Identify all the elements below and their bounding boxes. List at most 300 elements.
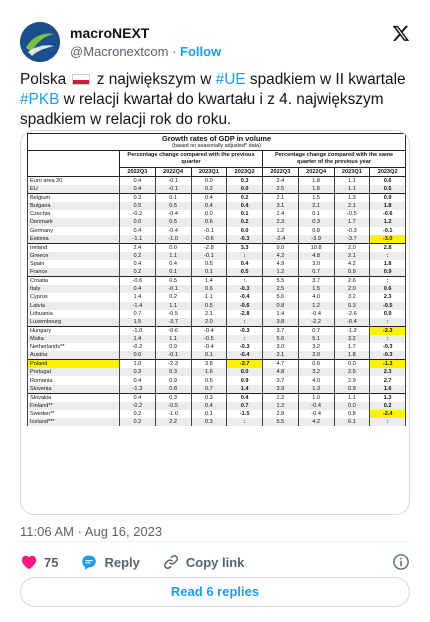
value-cell: -0.3 [227, 326, 263, 335]
value-cell: 4.7 [263, 360, 299, 369]
value-cell: 0.8 [155, 385, 191, 394]
value-cell: 0.0 [227, 368, 263, 376]
value-cell: 0.5 [120, 202, 156, 210]
value-cell: -0.6 [120, 277, 156, 286]
table-row [28, 335, 406, 343]
table-title: Growth rates of GDP in volume [28, 134, 406, 144]
value-cell: 0.7 [120, 310, 156, 318]
value-cell: 0.0 [155, 243, 191, 252]
tweet-text-part1: Polska [20, 71, 67, 88]
value-cell: 0.1 [191, 410, 227, 418]
country-cell: France [28, 268, 120, 277]
value-cell: -0.5 [370, 302, 406, 310]
country-cell: Denmark [28, 218, 120, 226]
value-cell: 2.7 [370, 376, 406, 384]
value-cell: 10.8 [298, 243, 334, 252]
value-cell: 0.0 [227, 227, 263, 235]
table-row [28, 410, 406, 418]
reply-label: Reply [104, 554, 140, 570]
poland-flag-icon [72, 74, 90, 85]
table-row [28, 310, 406, 318]
value-cell: 0.4 [155, 260, 191, 268]
value-cell: 1.1 [334, 393, 370, 402]
reply-icon [80, 553, 98, 571]
value-cell: 1.4 [227, 385, 263, 394]
value-cell: 1.4 [191, 277, 227, 286]
author-handle-line [70, 44, 221, 59]
value-cell: 0.3 [227, 177, 263, 186]
group-header-yoy: Percentage change compared with the same quarter of the previous year [263, 151, 406, 168]
value-cell: 2.5 [263, 185, 299, 194]
value-cell: -0.6 [227, 302, 263, 310]
country-cell: Iceland*** [28, 418, 120, 426]
value-cell: 0.3 [155, 393, 191, 402]
value-cell: -0.1 [155, 177, 191, 186]
value-cell: 0.4 [120, 285, 156, 293]
value-cell: -1.3 [370, 360, 406, 369]
table-row [28, 293, 406, 301]
value-cell: 1.2 [263, 268, 299, 277]
table-row [28, 351, 406, 360]
value-cell: 0.3 [155, 368, 191, 376]
value-cell: 3.7 [263, 376, 299, 384]
value-cell: 0.8 [334, 410, 370, 418]
table-row [28, 260, 406, 268]
value-cell: 0.5 [155, 218, 191, 226]
country-cell: Netherlands** [28, 343, 120, 351]
value-cell: 0.7 [227, 402, 263, 410]
value-cell: : [227, 418, 263, 426]
reply-button[interactable] [80, 553, 139, 571]
value-cell: 0.9 [370, 268, 406, 277]
table-row [28, 285, 406, 293]
value-cell: 1.3 [370, 393, 406, 402]
quarter-header: 2022Q4 [155, 168, 191, 177]
value-cell: -0.2 [120, 343, 156, 351]
table-row [28, 326, 406, 335]
value-cell: 2.1 [334, 252, 370, 260]
hashtag-pkb-link[interactable]: #PKB [20, 91, 60, 108]
link-icon [162, 553, 180, 571]
value-cell: 2.8 [370, 243, 406, 252]
value-cell: 1.5 [298, 194, 334, 203]
value-cell: 0.0 [191, 210, 227, 218]
value-cell: 3.7 [298, 277, 334, 286]
value-cell: 0.4 [227, 202, 263, 210]
value-cell: 0.0 [227, 185, 263, 194]
value-cell: 0.4 [191, 402, 227, 410]
value-cell: : [370, 335, 406, 343]
tweet-media-image[interactable] [20, 130, 410, 515]
value-cell: -0.1 [191, 227, 227, 235]
follow-button[interactable]: Follow [180, 44, 222, 59]
country-cell: Cyprus [28, 293, 120, 301]
value-cell: 0.5 [191, 302, 227, 310]
value-cell: 4.2 [263, 252, 299, 260]
value-cell: 3.2 [298, 368, 334, 376]
value-cell: 0.8 [298, 227, 334, 235]
value-cell: 0.7 [298, 268, 334, 277]
x-logo-icon[interactable] [392, 24, 410, 42]
value-cell: 2.0 [191, 318, 227, 327]
value-cell: -0.1 [370, 227, 406, 235]
value-cell: 4.9 [263, 260, 299, 268]
value-cell: 1.8 [334, 351, 370, 360]
value-cell: 0.0 [120, 218, 156, 226]
value-cell: 5.6 [263, 335, 299, 343]
value-cell: 4.8 [263, 368, 299, 376]
table-row [28, 185, 406, 194]
value-cell: 2.8 [263, 410, 299, 418]
value-cell: 1.0 [120, 360, 156, 369]
author-name[interactable]: macroNEXT [70, 25, 150, 41]
country-cell: EU [28, 185, 120, 194]
value-cell: 5.6 [263, 293, 299, 301]
author-avatar[interactable] [20, 22, 60, 62]
table-row [28, 210, 406, 218]
country-cell: Luxembourg [28, 318, 120, 327]
value-cell: -0.3 [370, 343, 406, 351]
table-row [28, 227, 406, 235]
copy-link-button[interactable] [162, 553, 245, 571]
country-cell: Estonia [28, 235, 120, 244]
value-cell: -0.3 [370, 351, 406, 360]
value-cell: 2.1 [263, 351, 299, 360]
value-cell: 0.9 [370, 310, 406, 318]
value-cell: 0.1 [227, 210, 263, 218]
value-cell: 0.7 [191, 385, 227, 394]
quarter-header: 2022Q3 [120, 168, 156, 177]
value-cell: : [370, 277, 406, 286]
value-cell: 0.3 [191, 418, 227, 426]
value-cell: 4.2 [334, 260, 370, 268]
table-row [28, 302, 406, 310]
value-cell: 0.4 [120, 376, 156, 384]
value-cell: 1.6 [298, 185, 334, 194]
country-cell: Italy [28, 285, 120, 293]
table-row [28, 277, 406, 286]
value-cell: 0.3 [191, 393, 227, 402]
value-cell: 0.1 [298, 210, 334, 218]
value-cell: -0.1 [155, 285, 191, 293]
copy-link-label: Copy link [185, 554, 245, 570]
value-cell: -0.2 [120, 402, 156, 410]
value-cell: 0.5 [370, 185, 406, 194]
value-cell: -1.0 [120, 326, 156, 335]
value-cell: 1.2 [263, 227, 299, 235]
info-icon[interactable] [392, 553, 410, 571]
value-cell: : [227, 252, 263, 260]
value-cell: -3.0 [370, 235, 406, 244]
value-cell: 5.5 [263, 277, 299, 286]
value-cell: -0.4 [155, 227, 191, 235]
value-cell: -2.2 [298, 318, 334, 327]
value-cell: 0.7 [298, 326, 334, 335]
table-row [28, 243, 406, 252]
value-cell: 0.3 [120, 194, 156, 203]
value-cell: 0.4 [120, 260, 156, 268]
value-cell: 1.2 [263, 393, 299, 402]
like-button[interactable] [20, 553, 58, 571]
value-cell: 9.0 [263, 243, 299, 252]
value-cell: -1.4 [120, 302, 156, 310]
value-cell: 1.2 [370, 218, 406, 226]
value-cell: 0.5 [227, 268, 263, 277]
value-cell: 0.3 [298, 218, 334, 226]
value-cell: 0.1 [155, 268, 191, 277]
value-cell: 0.9 [334, 385, 370, 394]
table-row [28, 235, 406, 244]
value-cell: 0.9 [227, 376, 263, 384]
author-handle[interactable]: @Macronextcom [70, 44, 169, 59]
value-cell: -0.1 [155, 351, 191, 360]
value-cell: -0.4 [227, 293, 263, 301]
value-cell: : [227, 335, 263, 343]
value-cell: 2.4 [120, 243, 156, 252]
macronext-logo-icon [20, 22, 60, 62]
value-cell: -2.8 [191, 243, 227, 252]
value-cell: -0.3 [227, 285, 263, 293]
value-cell: 5.5 [263, 418, 299, 426]
value-cell: 0.2 [155, 293, 191, 301]
value-cell: 3.0 [263, 343, 299, 351]
divider [20, 541, 410, 542]
value-cell: 3.3 [227, 243, 263, 252]
table-row [28, 402, 406, 410]
country-cell: Germany [28, 227, 120, 235]
value-cell: 0.0 [120, 351, 156, 360]
value-cell: 0.2 [227, 194, 263, 203]
value-cell: 2.3 [263, 218, 299, 226]
value-cell: 1.8 [370, 202, 406, 210]
value-cell: 0.4 [120, 227, 156, 235]
value-cell: 2.5 [334, 368, 370, 376]
hashtag-ue-link[interactable]: #UE [215, 71, 246, 88]
value-cell: 1.5 [120, 318, 156, 327]
value-cell: 1.7 [334, 343, 370, 351]
value-cell: -0.4 [155, 210, 191, 218]
value-cell: 0.2 [191, 185, 227, 194]
table-row [28, 177, 406, 186]
value-cell: -2.3 [155, 360, 191, 369]
value-cell: 1.2 [298, 302, 334, 310]
table-row [28, 393, 406, 402]
value-cell: 2.1 [263, 194, 299, 203]
country-cell: Belgium [28, 194, 120, 203]
value-cell: 0.8 [263, 302, 299, 310]
quarter-header: 2023Q2 [227, 168, 263, 177]
value-cell: 2.0 [334, 243, 370, 252]
tweet-text-part3: spadkiem w II kwartale [249, 71, 406, 88]
value-cell: -0.4 [298, 402, 334, 410]
value-cell: -0.3 [227, 235, 263, 244]
value-cell: -2.4 [370, 410, 406, 418]
value-cell: 0.4 [120, 393, 156, 402]
value-cell: -0.5 [155, 402, 191, 410]
value-cell: 2.5 [263, 285, 299, 293]
value-cell: 0.4 [120, 185, 156, 194]
value-cell: 1.0 [298, 393, 334, 402]
value-cell: 0.6 [191, 285, 227, 293]
value-cell: 3.2 [334, 293, 370, 301]
value-cell: 3.8 [191, 360, 227, 369]
value-cell: 0.1 [191, 268, 227, 277]
value-cell: 1.4 [263, 210, 299, 218]
value-cell: -2.3 [370, 326, 406, 335]
value-cell: 0.2 [120, 252, 156, 260]
country-cell: Greece [28, 252, 120, 260]
value-cell: 1.4 [120, 335, 156, 343]
value-cell: 1.1 [155, 302, 191, 310]
country-cell: Spain [28, 260, 120, 268]
country-cell: Euro area 20 [28, 177, 120, 186]
value-cell: -1.2 [334, 326, 370, 335]
value-cell: 1.2 [263, 402, 299, 410]
quarter-header: 2023Q1 [191, 168, 227, 177]
value-cell: -0.5 [191, 335, 227, 343]
value-cell: 0.2 [227, 218, 263, 226]
value-cell: -0.4 [191, 326, 227, 335]
value-cell: 2.4 [263, 177, 299, 186]
value-cell: -0.4 [191, 343, 227, 351]
tweet-text-part4: w relacji kwartał do kwartału i z 4. największym spadkiem w relacji rok do roku. [20, 91, 384, 128]
value-cell: 0.4 [191, 202, 227, 210]
value-cell: 1.1 [334, 177, 370, 186]
read-replies-button[interactable]: Read 6 replies [20, 577, 410, 607]
value-cell: 0.4 [120, 177, 156, 186]
value-cell: 0.9 [155, 376, 191, 384]
value-cell: 0.3 [334, 302, 370, 310]
value-cell: 1.7 [334, 218, 370, 226]
value-cell: 1.4 [263, 310, 299, 318]
value-cell: 2.0 [298, 351, 334, 360]
value-cell: 2.3 [370, 293, 406, 301]
country-cell: Malta [28, 335, 120, 343]
table-row [28, 318, 406, 327]
tweet-timestamp[interactable]: 11:06 AM · Aug 16, 2023 [20, 524, 163, 539]
country-cell: Slovenia [28, 385, 120, 394]
value-cell: 1.8 [370, 260, 406, 268]
table-row [28, 418, 406, 426]
quarter-header: 2022Q3 [263, 168, 299, 177]
group-header-qoq: Percentage change compared with the previous quarter [120, 151, 263, 168]
quarter-header: 2022Q4 [298, 168, 334, 177]
value-cell: 1.6 [191, 368, 227, 376]
value-cell: 0.0 [334, 402, 370, 410]
value-cell: 2.3 [370, 368, 406, 376]
value-cell: -1.1 [120, 235, 156, 244]
value-cell: 4.2 [298, 418, 334, 426]
value-cell: 0.6 [370, 177, 406, 186]
value-cell: 0.4 [227, 393, 263, 402]
value-cell: -1.3 [120, 385, 156, 394]
value-cell: 4.0 [298, 376, 334, 384]
value-cell: : [227, 277, 263, 286]
value-cell: 2.0 [334, 285, 370, 293]
value-cell: 0.6 [298, 360, 334, 369]
table-row [28, 385, 406, 394]
table-row [28, 194, 406, 203]
action-bar [20, 552, 266, 572]
value-cell: 1.4 [120, 293, 156, 301]
value-cell: -0.6 [155, 326, 191, 335]
value-cell: 4.8 [298, 252, 334, 260]
country-cell: Croatia [28, 277, 120, 286]
value-cell: -0.6 [191, 235, 227, 244]
value-cell: -0.5 [334, 210, 370, 218]
tweet-text-part2: z największym w [96, 71, 212, 88]
value-cell: 1.1 [155, 335, 191, 343]
table-body [28, 177, 406, 427]
value-cell: -3.9 [298, 235, 334, 244]
country-cell: Finland** [28, 402, 120, 410]
value-cell: 1.3 [334, 194, 370, 203]
value-cell: -0.4 [227, 351, 263, 360]
value-cell: 3.2 [334, 335, 370, 343]
table-subtitle: (based on seasonally adjusted* data) [28, 143, 406, 151]
value-cell: -3.7 [334, 235, 370, 244]
table-row [28, 376, 406, 384]
country-cell: Romania [28, 376, 120, 384]
country-cell: Portugal [28, 368, 120, 376]
value-cell: -0.3 [334, 227, 370, 235]
value-cell: 2.9 [334, 376, 370, 384]
value-cell: 2.1 [334, 202, 370, 210]
tweet-text [20, 70, 415, 130]
value-cell: -0.1 [155, 185, 191, 194]
value-cell: 0.5 [191, 260, 227, 268]
quarter-header: 2023Q1 [334, 168, 370, 177]
value-cell: 6.1 [334, 418, 370, 426]
value-cell: 1.1 [334, 185, 370, 194]
value-cell: 0.2 [120, 410, 156, 418]
value-cell: : [227, 318, 263, 327]
gdp-table-wrap [27, 133, 405, 426]
value-cell: -0.4 [298, 310, 334, 318]
value-cell: 3.0 [298, 260, 334, 268]
country-cell: Austria [28, 351, 120, 360]
value-cell: 0.1 [191, 351, 227, 360]
table-row [28, 268, 406, 277]
country-cell: Poland [28, 360, 120, 369]
value-cell: 0.5 [155, 202, 191, 210]
value-cell: 0.2 [120, 268, 156, 277]
value-cell: 1.1 [191, 293, 227, 301]
value-cell: -3.7 [155, 318, 191, 327]
value-cell: -1.0 [155, 235, 191, 244]
table-row [28, 202, 406, 210]
value-cell: 0.0 [191, 177, 227, 186]
country-cell: Czechia [28, 210, 120, 218]
country-cell: Hungary [28, 326, 120, 335]
value-cell: : [370, 252, 406, 260]
value-cell: -2.4 [263, 235, 299, 244]
country-cell: Bulgaria [28, 202, 120, 210]
value-cell: -0.5 [155, 310, 191, 318]
country-cell: Slovakia [28, 393, 120, 402]
country-cell: Latvia [28, 302, 120, 310]
value-cell: 1.6 [370, 385, 406, 394]
value-cell: 3.2 [298, 343, 334, 351]
value-cell: -3.7 [227, 360, 263, 369]
value-cell: 0.4 [227, 260, 263, 268]
heart-icon [20, 553, 38, 571]
value-cell: 0.4 [191, 194, 227, 203]
value-cell: 1.3 [298, 385, 334, 394]
value-cell: 3.9 [263, 385, 299, 394]
value-cell: 0.2 [370, 402, 406, 410]
value-cell: -1.5 [227, 410, 263, 418]
